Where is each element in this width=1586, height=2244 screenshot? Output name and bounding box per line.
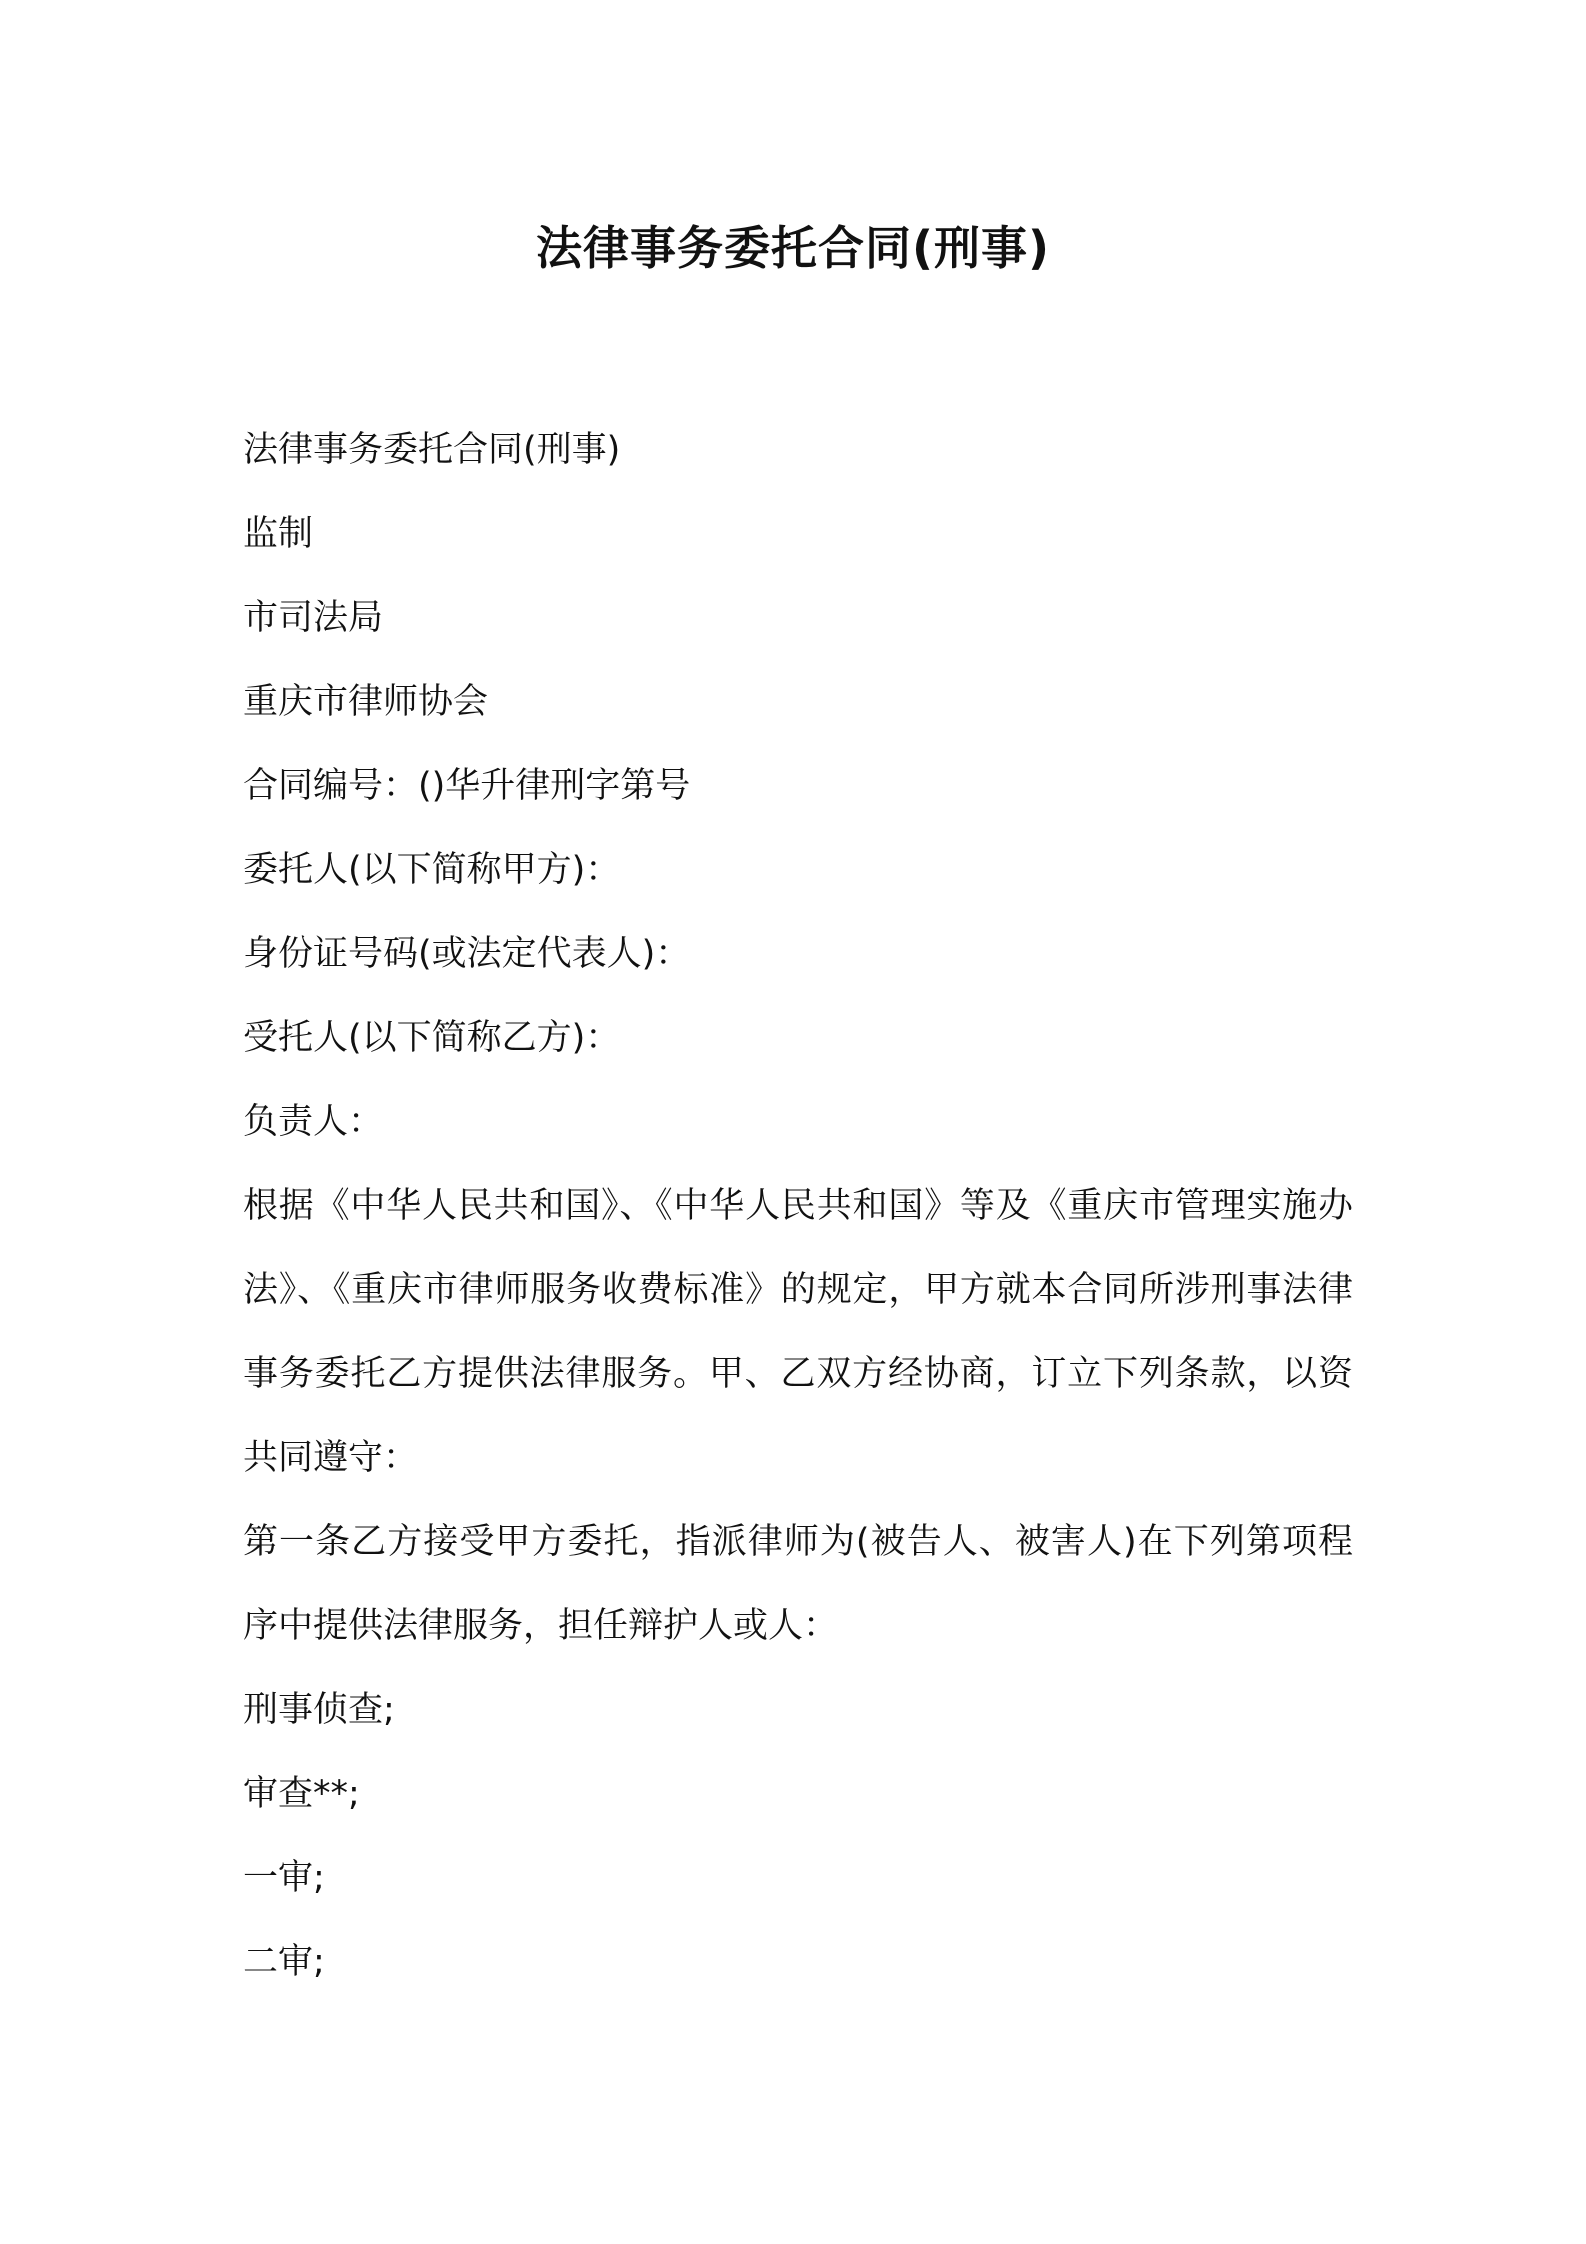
stage-second-instance: 二审; [243, 1942, 325, 1982]
stage-investigation: 刑事侦查; [243, 1690, 395, 1730]
stage-review: 审查**; [243, 1774, 360, 1814]
line-client: 委托人(以下简称甲方)： [243, 850, 621, 890]
line-supervision: 监制 [243, 514, 314, 554]
paragraph-basis: 根据《中华人民共和国》、《中华人民共和国》等及《重庆市管理实施办法》、《重庆市律师服务收费标准》的规定，甲方就本合同所涉刑事法律事务委托乙方提供法律服务。甲、乙双方经协商，订立下列条款，以资共同遵守： [243, 1186, 1353, 1478]
line-id-number: 身份证号码(或法定代表人)： [243, 934, 691, 974]
document-body [243, 408, 1353, 2004]
line-person-in-charge: 负责人： [243, 1102, 384, 1142]
line-lawyers-association: 重庆市律师协会 [243, 682, 489, 722]
line-heading: 法律事务委托合同(刑事) [243, 430, 621, 470]
line-contract-number: 合同编号：()华升律刑字第号 [243, 766, 691, 806]
line-justice-bureau: 市司法局 [243, 598, 384, 638]
document-title: 法律事务委托合同(刑事) [535, 221, 1051, 275]
paragraph-article-1: 第一条乙方接受甲方委托，指派律师为(被告人、被害人)在下列第项程序中提供法律服务，担任辩护人或人： [243, 1522, 1353, 1646]
stage-first-instance: 一审; [243, 1858, 325, 1898]
line-trustee: 受托人(以下简称乙方)： [243, 1018, 621, 1058]
